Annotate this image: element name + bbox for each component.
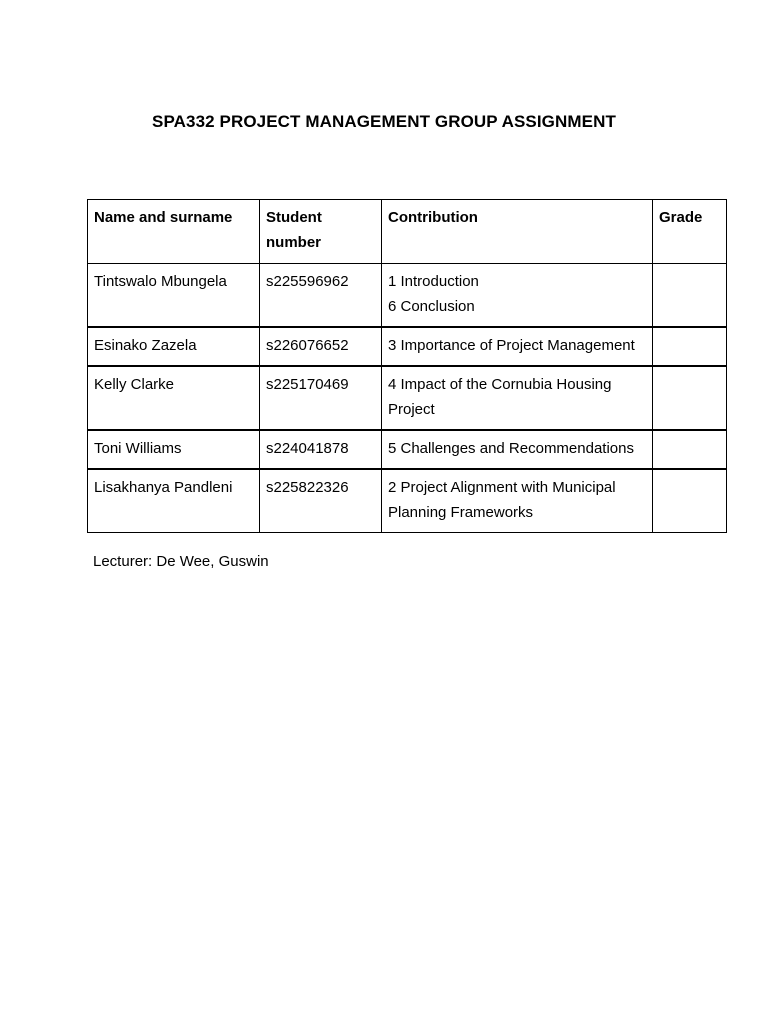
grade-cell: [653, 469, 727, 533]
contribution: [382, 327, 653, 366]
contribution-line: 4 Impact of the Cornubia Housing: [388, 376, 612, 393]
page-title: SPA332 PROJECT MANAGEMENT GROUP ASSIGNMENT: [152, 112, 616, 131]
student-number: s226076652: [260, 327, 382, 366]
student-number: s224041878: [260, 430, 382, 469]
contribution-line: 5 Challenges and Recommendations: [388, 440, 634, 457]
contribution-line: 6 Conclusion: [388, 298, 475, 315]
table-header-row: [88, 200, 727, 264]
table-row: [88, 430, 727, 469]
header-student-number: [260, 200, 382, 264]
member-name: Lisakhanya Pandleni: [88, 469, 260, 533]
contribution-line: 1 Introduction: [388, 273, 479, 290]
table-row: [88, 366, 727, 430]
table-row: [88, 264, 727, 328]
contribution-line: 2 Project Alignment with Municipal: [388, 479, 616, 496]
header-student-number-line1: Student: [266, 209, 322, 226]
table-row: [88, 469, 727, 533]
contribution: [382, 430, 653, 469]
contribution: [382, 264, 653, 328]
header-student-number-line2: number: [266, 234, 322, 251]
member-name: Toni Williams: [88, 430, 260, 469]
contribution: [382, 469, 653, 533]
contribution: [382, 366, 653, 430]
grade-cell: [653, 327, 727, 366]
contribution-line: Project: [388, 401, 435, 418]
contribution-line: 3 Importance of Project Management: [388, 337, 635, 354]
lecturer-line: Lecturer: De Wee, Guswin: [93, 553, 269, 570]
member-name: Kelly Clarke: [88, 366, 260, 430]
student-number: s225596962: [260, 264, 382, 328]
header-grade: Grade: [653, 200, 727, 264]
contribution-line: Planning Frameworks: [388, 504, 534, 521]
header-contribution: Contribution: [382, 200, 653, 264]
grade-cell: [653, 264, 727, 328]
student-number: s225822326: [260, 469, 382, 533]
grade-cell: [653, 430, 727, 469]
member-name: Tintswalo Mbungela: [88, 264, 260, 328]
student-number: s225170469: [260, 366, 382, 430]
grade-cell: [653, 366, 727, 430]
group-members-table: [87, 199, 727, 533]
table-row: [88, 327, 727, 366]
header-name: Name and surname: [88, 200, 260, 264]
member-name: Esinako Zazela: [88, 327, 260, 366]
